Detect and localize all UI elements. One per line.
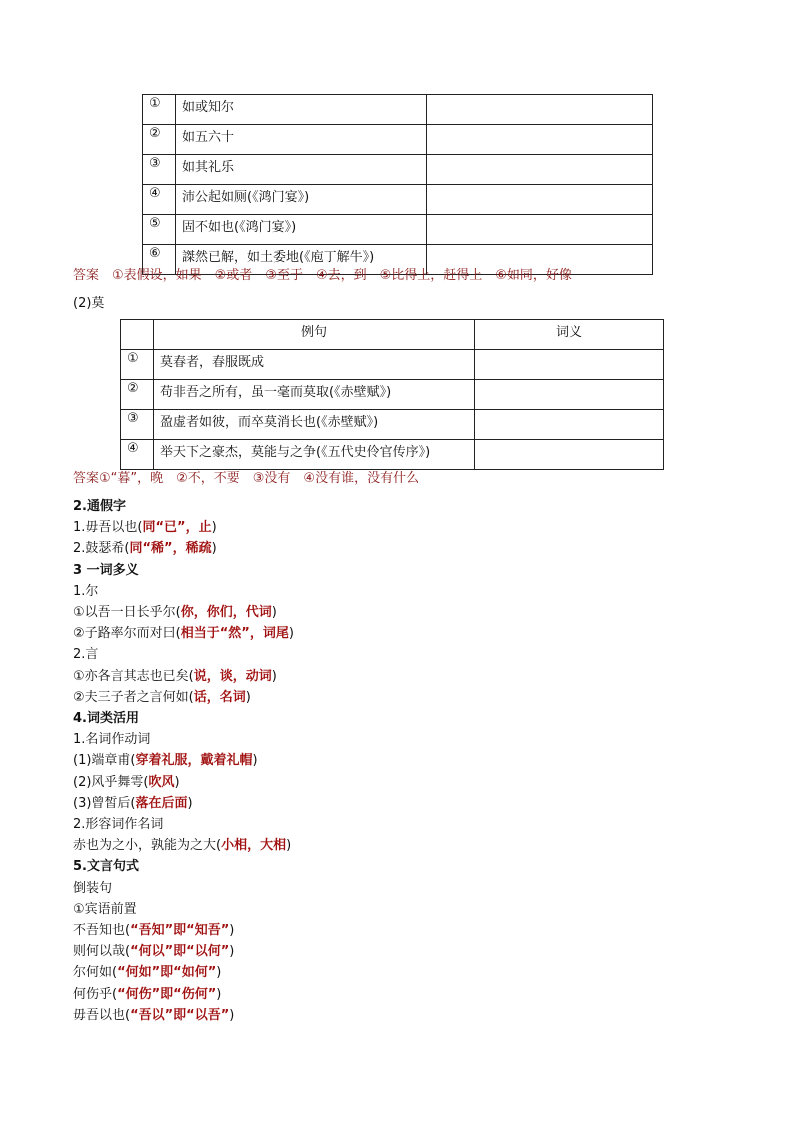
table-row (143, 95, 653, 125)
cell-meaning[interactable] (427, 185, 653, 215)
header-example: 例句 (154, 320, 475, 350)
note-text: ) (229, 923, 235, 938)
cell-num: ② (121, 380, 154, 410)
note-text: ①亦各言其志也已矣( (73, 668, 194, 684)
answer-text: “何伤”即“伤何” (117, 986, 217, 1002)
cell-meaning[interactable] (427, 155, 653, 185)
table-row (121, 380, 664, 410)
note-text: (3)曾皙后( (73, 795, 136, 811)
note-text: ①宾语前置 (73, 901, 137, 917)
note-text: ) (229, 944, 235, 960)
header-num (121, 320, 154, 350)
cell-example: 謋然已解，如土委地(《庖丁解牛》) (176, 245, 427, 275)
note-text: 1.名词作动词 (73, 732, 151, 748)
answer-text: 吹风 (148, 774, 175, 790)
cell-num: ③ (143, 155, 176, 185)
note-line (73, 622, 294, 641)
section-heading: 4.词类活用 (73, 711, 139, 726)
note-line (73, 707, 139, 726)
answer-text: 同“已”，止 (142, 520, 212, 536)
note-line (73, 855, 139, 874)
note-line (73, 643, 98, 662)
note-text: (1)端章甫( (73, 753, 136, 769)
note-text: 1.毋吾以也( (73, 520, 143, 536)
answer-text: 落在后面 (135, 795, 188, 811)
table-header-row (121, 320, 664, 350)
note-text: 倒装句 (73, 880, 113, 896)
answer-text: 同“稀”，稀疏 (129, 541, 212, 557)
cell-num: ⑤ (143, 215, 176, 245)
note-line (73, 983, 221, 1002)
note-line (73, 495, 126, 514)
cell-num: ④ (143, 185, 176, 215)
cell-meaning[interactable] (475, 350, 664, 380)
note-line (73, 537, 217, 556)
note-line (73, 919, 234, 938)
note-line (73, 813, 163, 832)
note-line (73, 686, 251, 705)
note-line (73, 559, 139, 578)
cell-example: 如其礼乐 (176, 155, 427, 185)
cell-num: ④ (121, 440, 154, 470)
answer-ru: 答案 ①表假设，如果 ②或者 ③至于 ④去，到 ⑤比得上，赶得上 ⑥如同，好像 (73, 268, 572, 283)
cell-example: 沛公起如厕(《鸿门宴》) (176, 185, 427, 215)
cell-meaning[interactable] (427, 215, 653, 245)
cell-meaning[interactable] (427, 125, 653, 155)
answer-mo: 答案①“暮”，晚 ②不，不要 ③没有 ④没有谁，没有什么 (73, 471, 420, 486)
note-text: (2)风乎舞雩( (73, 774, 149, 790)
note-text: ) (245, 689, 251, 705)
section-heading: 2.通假字 (73, 499, 126, 514)
note-line (73, 940, 234, 959)
cell-num: ③ (121, 410, 154, 440)
section-heading: 5.文言句式 (73, 859, 139, 875)
cell-example: 苟非吾之所有，虽一毫而莫取(《赤壁赋》) (154, 380, 475, 410)
cell-num: ① (143, 95, 176, 125)
cell-example: 固不如也(《鸿门宴》) (176, 215, 427, 245)
note-text: ) (271, 668, 277, 684)
note-text: 2.形容词作名词 (73, 817, 164, 832)
table-row (121, 440, 664, 470)
note-text: 不吾知也( (73, 923, 131, 938)
table-row (121, 410, 664, 440)
answer-text: “何以”即“以何” (130, 944, 230, 960)
note-line (73, 580, 98, 599)
note-text: 2.鼓瑟希( (73, 541, 130, 557)
cell-num: ⑥ (143, 245, 176, 275)
cell-example: 莫春者，春服既成 (154, 350, 475, 380)
cell-meaning[interactable] (427, 95, 653, 125)
note-text: 何伤乎( (73, 986, 118, 1002)
table-mo-meanings (120, 319, 664, 470)
cell-meaning[interactable] (475, 410, 664, 440)
note-text: ②子路率尔而对曰( (73, 626, 181, 642)
note-line (73, 728, 150, 747)
cell-example: 如或知尔 (176, 95, 427, 125)
cell-example: 如五六十 (176, 125, 427, 155)
answer-text: 你，你们，代词 (180, 605, 272, 620)
note-text: 赤也为之小，孰能为之大( (73, 838, 222, 854)
table-row (143, 125, 653, 155)
note-line (73, 749, 258, 768)
table-row (143, 155, 653, 185)
answer-text: 穿着礼服，戴着礼帽 (135, 753, 253, 769)
note-text: ) (288, 626, 294, 642)
note-line (73, 1004, 234, 1023)
note-line (73, 601, 277, 620)
note-text: 毋吾以也( (73, 1007, 131, 1023)
note-text: ) (174, 774, 180, 790)
note-text: ) (229, 1007, 235, 1023)
answer-text: 小相，大相 (221, 838, 287, 854)
cell-meaning[interactable] (475, 380, 664, 410)
answer-text: “吾知”即“知吾” (130, 923, 230, 938)
note-text: ) (211, 541, 217, 557)
note-text: ) (211, 520, 217, 536)
note-text: 1.尔 (73, 583, 99, 599)
note-text: ) (252, 753, 258, 769)
note-text: ) (286, 838, 292, 854)
cell-num: ① (121, 350, 154, 380)
table-row (121, 350, 664, 380)
note-text: ) (271, 605, 277, 620)
cell-example: 举天下之豪杰，莫能与之争(《五代史伶官传序》) (154, 440, 475, 470)
table-ru-meanings (142, 94, 653, 275)
table-row (143, 185, 653, 215)
note-line (73, 665, 277, 684)
note-text: ②夫三子者之言何如( (73, 689, 194, 705)
note-text: ) (216, 965, 222, 981)
note-text: ) (187, 795, 193, 811)
cell-num: ② (143, 125, 176, 155)
answer-text: 话，名词 (193, 689, 246, 705)
note-line (73, 898, 137, 917)
heading-mo: (2)莫 (73, 296, 105, 311)
answer-text: 相当于“然”，词尾 (180, 626, 289, 642)
table-row (143, 215, 653, 245)
note-text: ) (216, 986, 222, 1002)
cell-example: 盈虚者如彼，而卒莫消长也(《赤壁赋》) (154, 410, 475, 440)
note-text: 则何以哉( (73, 944, 131, 960)
note-line (73, 834, 291, 853)
cell-meaning[interactable] (475, 440, 664, 470)
note-line (73, 792, 193, 811)
section-heading: 3 一词多义 (73, 562, 139, 578)
note-line (73, 877, 112, 896)
note-text: ①以吾一日长乎尔( (73, 605, 181, 620)
answer-text: “吾以”即“以吾” (130, 1007, 230, 1023)
header-meaning: 词义 (475, 320, 664, 350)
note-text: 尔何如( (73, 965, 118, 981)
note-line (73, 771, 180, 790)
note-line (73, 961, 221, 980)
answer-text: “何如”即“如何” (117, 965, 217, 981)
note-line (73, 516, 217, 535)
note-text: 2.言 (73, 647, 99, 663)
answer-text: 说，谈，动词 (193, 668, 272, 684)
